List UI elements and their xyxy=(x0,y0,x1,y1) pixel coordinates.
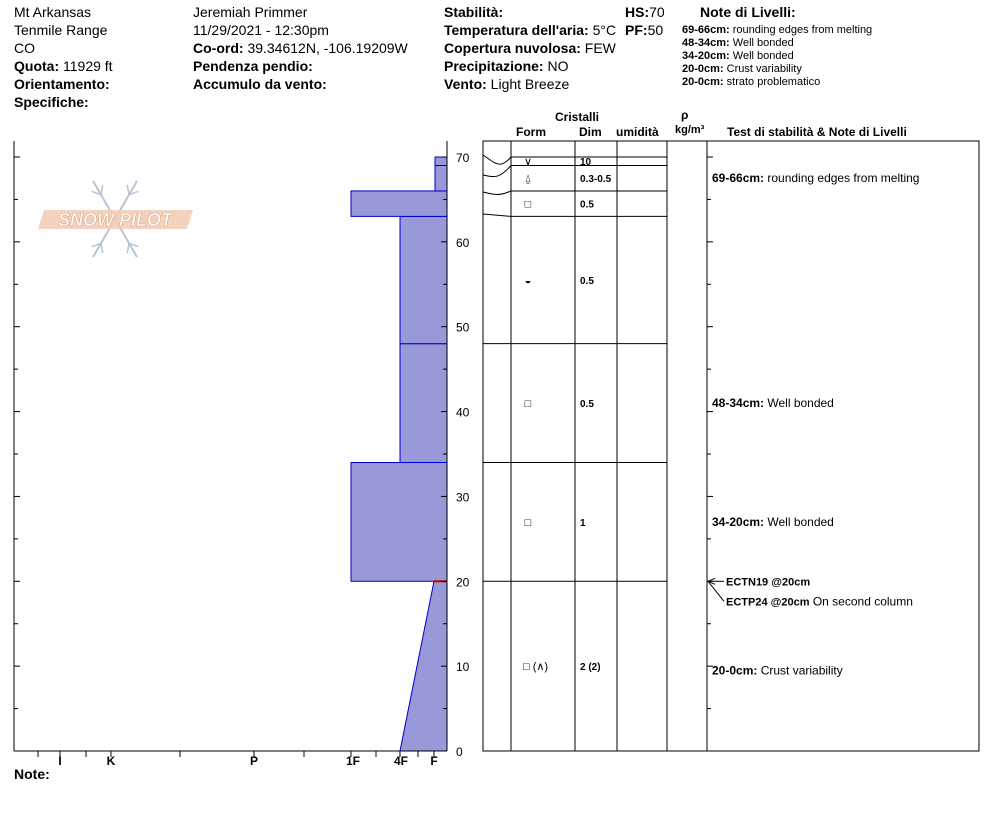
snowflake-branch xyxy=(127,243,129,253)
pf-value: 50 xyxy=(647,22,664,38)
snowflake-branch xyxy=(127,185,129,195)
layer-note-range: 34-20cm: xyxy=(682,50,730,62)
crystal-size: 0.5 xyxy=(580,199,594,211)
test-code: ECTP24 @20cm xyxy=(726,596,810,609)
density-unit: kg/m³ xyxy=(675,124,705,136)
slope-label: Pendenza pendio: xyxy=(193,58,313,74)
layer-table xyxy=(483,141,979,751)
depth-tick-label: 20 xyxy=(456,575,470,590)
layer-note-range: 20-0cm: xyxy=(712,663,758,678)
snowflake-branch xyxy=(101,243,103,253)
stability-test xyxy=(726,594,913,608)
hardness-tick-label: P xyxy=(249,754,259,768)
crystal-size: 2 (2) xyxy=(580,662,601,674)
note-label: Note: xyxy=(14,766,50,782)
hardness-bar xyxy=(400,344,447,463)
elevation-label: Quota: xyxy=(14,58,60,74)
layer-note-range: 48-34cm: xyxy=(712,396,765,411)
snowflake-branch xyxy=(101,185,103,195)
stability-label: Stabilità: xyxy=(444,4,504,20)
air-temp-value: 5°C xyxy=(592,22,617,38)
crystal-form: □ xyxy=(524,198,532,211)
hardness-bar xyxy=(351,191,447,216)
hardness-bar xyxy=(435,165,447,190)
moisture-header: umidità xyxy=(616,125,659,139)
hardness-tick-label: F xyxy=(430,754,438,768)
crystal-size: 0.5 xyxy=(580,276,594,288)
aspect-label: Orientamento: xyxy=(14,76,110,92)
cloud-label: Copertura nuvolosa: xyxy=(444,40,581,56)
depth-tick-label: 60 xyxy=(456,235,470,250)
precip-label: Precipitazione: xyxy=(444,58,544,74)
layer-connector xyxy=(483,155,511,164)
layer-note xyxy=(712,396,834,410)
layer-note xyxy=(712,663,843,677)
hardness-tick-label: I xyxy=(58,754,62,768)
layer-note-range: 34-20cm: xyxy=(712,514,765,529)
crystal-size: 0.5 xyxy=(580,399,594,411)
hardness-bar xyxy=(400,581,447,751)
test-pointer xyxy=(708,581,724,601)
layer-notes-title: Note di Livelli: xyxy=(700,4,796,20)
layer-note-text: strato problematico xyxy=(726,76,821,88)
layer-note-text: Crust variability xyxy=(726,63,802,75)
hardness-tick-label: 4F xyxy=(393,754,409,768)
layer-connector xyxy=(483,165,511,176)
tests-header: Test di stabilità & Note di Livelli xyxy=(727,125,907,139)
crystal-size: 10 xyxy=(580,157,592,169)
hardness-bar xyxy=(351,462,447,581)
wind-label: Vento: xyxy=(444,76,487,92)
hardness-bar xyxy=(435,157,447,165)
layer-note-range: 69-66cm: xyxy=(682,24,730,36)
layer-note-text: Well bonded xyxy=(764,396,834,411)
layer-connector xyxy=(483,191,511,195)
cloud-value: FEW xyxy=(584,40,616,56)
form-header: Form xyxy=(516,125,546,139)
layer-notes-column xyxy=(708,171,919,677)
precip-value: NO xyxy=(547,58,569,74)
crystal-form: ◒ xyxy=(524,275,532,288)
hardness-tick-label: K xyxy=(106,754,116,768)
layer-note-text: Crust variability xyxy=(757,663,843,678)
elevation-value: 11929 ft xyxy=(63,58,113,74)
layer-note-text: rounding edges from melting xyxy=(764,171,920,186)
stability-test xyxy=(726,576,810,588)
layer-note xyxy=(712,515,834,529)
density-symbol: ρ xyxy=(681,108,689,122)
hardness-tick-label: 1F xyxy=(345,754,361,768)
table-border xyxy=(483,141,979,751)
crystal-size: 1 xyxy=(580,517,586,529)
layer-note xyxy=(712,171,919,185)
size-header: Dim xyxy=(579,125,602,139)
hardness-bar xyxy=(400,216,447,343)
layer-note-text: Well bonded xyxy=(764,514,834,529)
depth-tick-label: 0 xyxy=(456,745,463,759)
snowpilot-logo xyxy=(38,181,193,257)
crystal-form: □ xyxy=(524,398,532,411)
depth-tick-label: 40 xyxy=(456,405,470,420)
layer-note-range: 20-0cm: xyxy=(682,76,724,88)
test-comment: On second column xyxy=(809,594,913,609)
location: Mt Arkansas xyxy=(14,4,92,20)
layer-note-range: 69-66cm: xyxy=(712,171,765,186)
depth-tick-label: 70 xyxy=(456,151,470,165)
layer-note-range: 20-0cm: xyxy=(682,63,724,75)
layer-connector xyxy=(483,214,511,216)
layer-note-text: rounding edges from melting xyxy=(732,24,873,36)
depth-tick-label: 10 xyxy=(456,660,470,675)
hardness-profile xyxy=(351,157,447,751)
coord-value: 39.34612N, -106.19209W xyxy=(247,40,408,56)
layer-note-range: 48-34cm: xyxy=(682,37,730,49)
air-temp-label: Temperatura dell'aria: xyxy=(444,22,589,38)
mountain-range: Tenmile Range xyxy=(14,22,108,38)
coord-label: Co-ord: xyxy=(193,40,244,56)
crystal-form: ∨ xyxy=(523,156,533,169)
test-code: ECTN19 @20cm xyxy=(726,576,811,589)
observer: Jeremiah Primmer xyxy=(193,4,308,20)
state: CO xyxy=(14,40,35,56)
specifics-label: Specifiche: xyxy=(14,94,89,110)
datetime: 11/29/2021 - 12:30pm xyxy=(193,22,329,38)
hs-label: HS: xyxy=(625,4,650,20)
crystal-size: 0.3-0.5 xyxy=(580,174,612,186)
layer-note-text: Well bonded xyxy=(732,50,794,62)
depth-tick-label: 30 xyxy=(456,490,470,505)
crystal-form: ⍙ xyxy=(524,173,532,186)
logo-text: SNOW PILOT xyxy=(58,210,172,230)
wind-value: Light Breeze xyxy=(490,76,570,92)
pf-label: PF: xyxy=(625,22,648,38)
hs-value: 70 xyxy=(649,4,665,20)
crystal-form: □ xyxy=(524,516,532,529)
wind-loading-label: Accumulo da vento: xyxy=(193,76,327,92)
layer-note-text: Well bonded xyxy=(732,37,794,49)
crystals-header: Cristalli xyxy=(555,110,600,124)
depth-tick-label: 50 xyxy=(456,320,470,335)
crystal-form: □ (∧) xyxy=(523,661,549,674)
